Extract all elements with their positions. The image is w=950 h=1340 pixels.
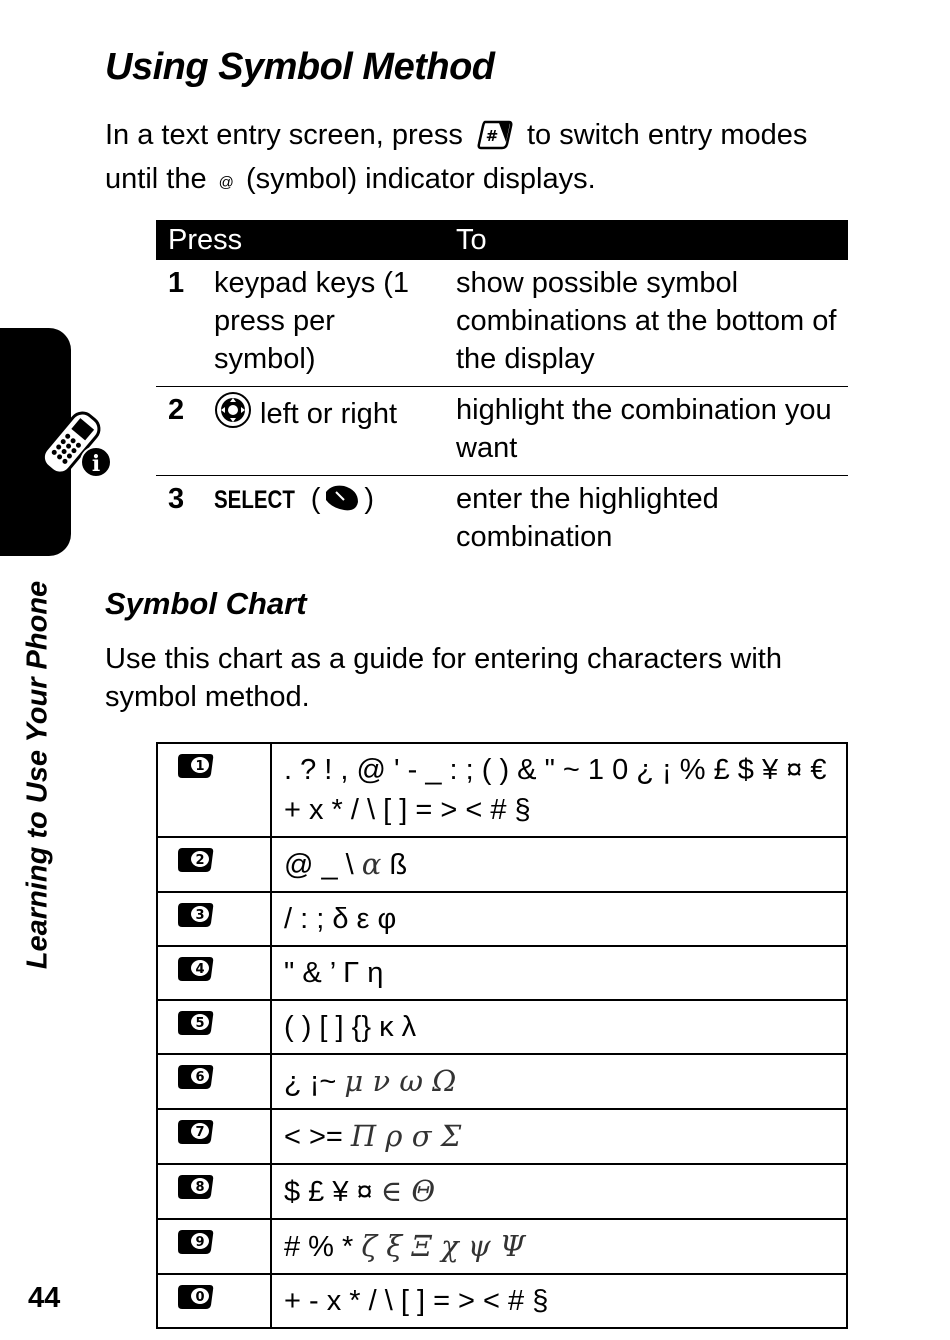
- keypad-key-cell: [157, 892, 271, 946]
- key-digit: 9: [195, 1235, 205, 1250]
- key-digit: 7: [195, 1125, 205, 1140]
- section-side-label: Learning to Use Your Phone: [21, 580, 54, 970]
- select-key-label: SELECT: [214, 486, 295, 514]
- to-cell: show possible symbol combinations at the bottom of the display: [456, 267, 837, 375]
- table-row: [157, 946, 847, 1000]
- symbol-greek: μ ν ω Ω: [344, 1064, 457, 1098]
- keypad-key-cell: [157, 1000, 271, 1054]
- press-table: [156, 220, 848, 564]
- page-title: Using Symbol Method: [105, 46, 495, 88]
- key-9-icon: [176, 1228, 216, 1256]
- nav-key-icon: [214, 391, 252, 439]
- press-cell: keypad keys (1 press per symbol): [214, 267, 410, 375]
- symbol-plain: # % *: [284, 1231, 362, 1263]
- press-cell-text: left or right: [260, 398, 397, 430]
- key-2-icon: [176, 846, 216, 874]
- paren-open: (: [310, 483, 321, 515]
- table-row: [157, 1054, 847, 1109]
- table-row: [157, 1274, 847, 1328]
- symbol-list: [271, 1219, 847, 1274]
- symbol-plain: / : ; δ ε φ: [284, 903, 397, 935]
- key-5-icon: [176, 1009, 216, 1037]
- paren-close: ): [364, 483, 375, 515]
- table-row: [157, 1164, 847, 1219]
- phone-info-icon: [30, 406, 120, 486]
- symbol-chart-table: [156, 742, 848, 1329]
- symbol-chart-heading: Symbol Chart: [105, 586, 307, 621]
- intro-text-2: to switch entry modes until the: [105, 119, 808, 195]
- symbol-greek: α: [361, 847, 382, 881]
- symbol-list: [271, 892, 847, 946]
- key-digit: 0: [195, 1290, 205, 1305]
- step-number: 1: [168, 267, 185, 299]
- symbol-list: [271, 837, 847, 892]
- key-8-icon: [176, 1173, 216, 1201]
- symbol-list: [271, 743, 847, 837]
- table-row: [157, 1219, 847, 1274]
- key-digit: 6: [195, 1070, 205, 1085]
- table-row: [157, 892, 847, 946]
- intro-text-1: In a text entry screen, press: [105, 119, 463, 151]
- symbol-tail: ß: [381, 849, 408, 881]
- page-number: 44: [28, 1282, 61, 1314]
- press-cell: [214, 476, 444, 565]
- symbol-plain: @ _ \: [284, 849, 362, 881]
- key-7-icon: [176, 1118, 216, 1146]
- table-row: [157, 837, 847, 892]
- symbol-plain: + - x * / \ [ ] = > < # §: [284, 1285, 549, 1317]
- keypad-key-cell: [157, 1274, 271, 1328]
- symbol-greek: ∈ Θ: [380, 1174, 436, 1208]
- to-cell: highlight the combination you want: [444, 387, 848, 476]
- key-3-icon: [176, 901, 216, 929]
- to-cell: enter the highlighted combination: [444, 476, 848, 565]
- key-digit: 4: [195, 962, 205, 977]
- key-1-icon: [176, 752, 216, 780]
- keypad-key-cell: [157, 1219, 271, 1274]
- symbol-greek: Π ρ σ Σ: [350, 1119, 462, 1153]
- symbol-indicator: @: [218, 174, 234, 191]
- key-digit: 8: [195, 1180, 205, 1195]
- table-row: [156, 260, 848, 387]
- symbol-list: [271, 1274, 847, 1328]
- keypad-key-cell: [157, 1054, 271, 1109]
- table-row: [156, 387, 848, 476]
- press-cell: [214, 387, 444, 476]
- key-digit: 1: [195, 759, 205, 774]
- symbol-plain: $ £ ¥ ¤: [284, 1176, 381, 1208]
- soft-key-icon: [322, 482, 362, 524]
- key-digit: 5: [195, 1016, 205, 1031]
- key-4-icon: [176, 955, 216, 983]
- table-row: [157, 1109, 847, 1164]
- key-0-icon: [176, 1283, 216, 1311]
- symbol-plain: " & ’ Γ η: [284, 957, 384, 989]
- key-digit: 2: [195, 853, 205, 868]
- symbol-list: [271, 1109, 847, 1164]
- intro-paragraph: [105, 116, 865, 202]
- press-table-header: [156, 220, 848, 260]
- table-row: [157, 1000, 847, 1054]
- key-6-icon: [176, 1063, 216, 1091]
- key-digit: 3: [195, 908, 205, 923]
- symbol-plain: . ? ! , @ ' - _ : ; ( ) & " ~ 1 0 ¿ ¡ % £ $ ¥ ¤ € + x * / \ [ ] = > < # §: [284, 754, 827, 826]
- keypad-key-cell: [157, 946, 271, 1000]
- table-row: [156, 476, 848, 565]
- keypad-key-cell: [157, 1164, 271, 1219]
- section-tab: [0, 328, 101, 556]
- symbol-list: [271, 946, 847, 1000]
- symbol-list: [271, 1054, 847, 1109]
- symbol-plain: < >=: [284, 1121, 351, 1153]
- table-row: [157, 743, 847, 837]
- symbol-greek: ζ ξ Ξ χ ψ Ψ: [361, 1229, 526, 1263]
- svg-text:i: i: [91, 451, 101, 477]
- keypad-key-cell: [157, 1109, 271, 1164]
- intro-text-3: (symbol) indicator displays.: [245, 163, 596, 195]
- pound-key-icon: [477, 120, 513, 160]
- header-to: To: [444, 220, 848, 260]
- symbol-plain: ( ) [ ] {} κ λ: [284, 1011, 417, 1043]
- symbol-chart-intro: Use this chart as a guide for entering characters with symbol method.: [105, 643, 782, 713]
- symbol-list: [271, 1000, 847, 1054]
- symbol-list: [271, 1164, 847, 1219]
- svg-text:#: #: [485, 127, 499, 145]
- symbol-plain: ¿ ¡~: [284, 1066, 345, 1098]
- keypad-key-cell: [157, 743, 271, 837]
- step-number: 2: [156, 387, 214, 476]
- step-number: 3: [156, 476, 214, 565]
- header-press: Press: [156, 220, 444, 260]
- keypad-key-cell: [157, 837, 271, 892]
